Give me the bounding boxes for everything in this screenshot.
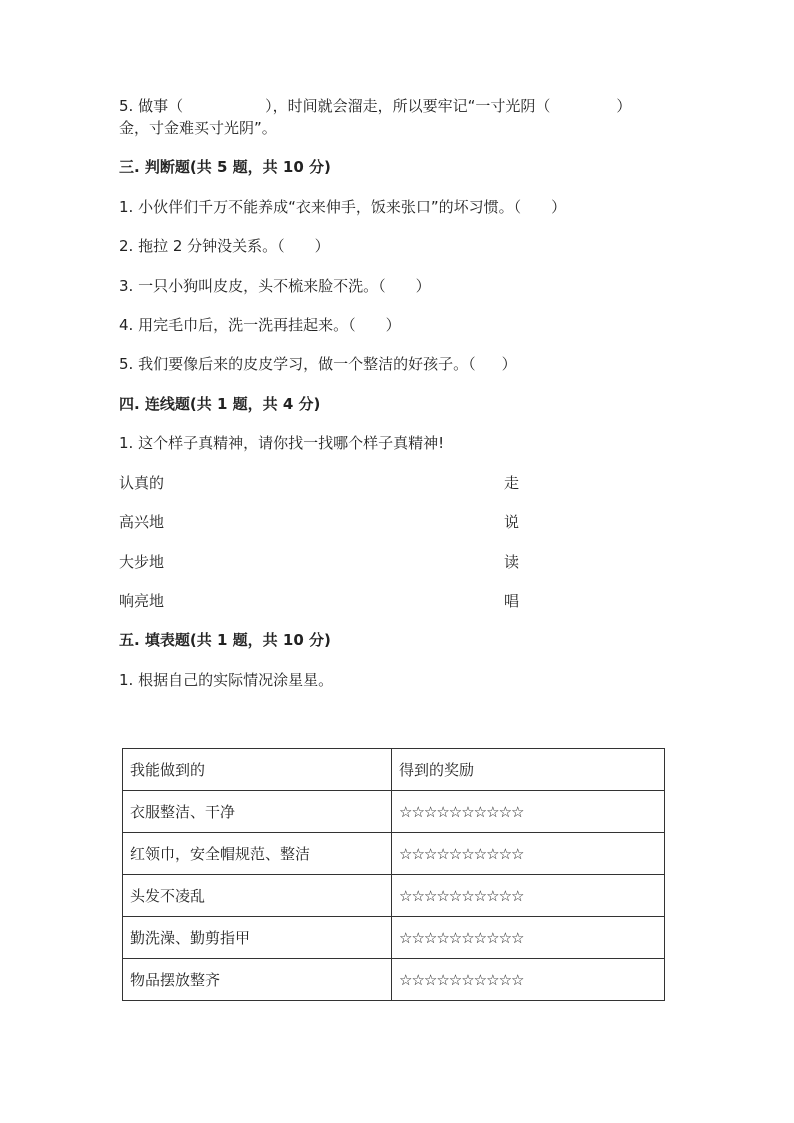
judge-item-4-text: 4. 用完毛巾后，洗一洗再挂起来。（ xyxy=(119,316,356,334)
section-4-title: 四. 连线题(共 1 题，共 4 分) xyxy=(119,395,321,413)
table-question: 1. 根据自己的实际情况涂星星。 xyxy=(119,671,334,689)
judge-item-5-text: 5. 我们要像后来的皮皮学习，做一个整洁的好孩子。（ xyxy=(119,355,476,373)
table-cell-task: 头发不凌乱 xyxy=(123,875,392,917)
table-row xyxy=(123,791,665,833)
table-cell-task: 勤洗澡、勤剪指甲 xyxy=(123,917,392,959)
match-question: 1. 这个样子真精神，请你找一找哪个样子真精神! xyxy=(119,434,445,452)
section-3-title: 三. 判断题(共 5 题，共 10 分) xyxy=(119,158,331,176)
table-header-cell: 我能做到的 xyxy=(123,749,392,791)
match-right-4: 唱 xyxy=(504,592,520,610)
star-table xyxy=(122,748,665,1001)
table-row xyxy=(123,875,665,917)
table-cell-stars[interactable]: ☆☆☆☆☆☆☆☆☆☆ xyxy=(392,917,665,959)
judge-item-4-close: ） xyxy=(385,316,401,334)
match-left-4: 响亮地 xyxy=(119,592,165,610)
fill-question-5 xyxy=(119,95,631,117)
table-cell-stars[interactable]: ☆☆☆☆☆☆☆☆☆☆ xyxy=(392,833,665,875)
judge-item-3-text: 3. 一只小狗叫皮皮，头不梳来脸不洗。（ xyxy=(119,277,386,295)
judge-item-5-close: ） xyxy=(501,355,517,373)
match-left-3: 大步地 xyxy=(119,553,165,571)
judge-item-2 xyxy=(119,235,330,257)
table-cell-task: 衣服整洁、干净 xyxy=(123,791,392,833)
table-cell-stars[interactable]: ☆☆☆☆☆☆☆☆☆☆ xyxy=(392,875,665,917)
section-5-title: 五. 填表题(共 1 题，共 10 分) xyxy=(119,631,331,649)
table-cell-task: 红领巾，安全帽规范、整洁 xyxy=(123,833,392,875)
table-cell-stars[interactable]: ☆☆☆☆☆☆☆☆☆☆ xyxy=(392,959,665,1001)
fill-question-5-part1: 5. 做事（ xyxy=(119,97,184,115)
match-right-2: 说 xyxy=(504,513,520,531)
judge-item-3 xyxy=(119,275,431,297)
fill-question-5-part2: ），时间就会溜走，所以要牢记“一寸光阴（ xyxy=(265,97,551,115)
judge-item-1 xyxy=(119,196,566,218)
table-row xyxy=(123,833,665,875)
fill-question-5-line2: 金，寸金难买寸光阴”。 xyxy=(119,119,277,137)
match-left-1: 认真的 xyxy=(119,474,165,492)
judge-item-3-close: ） xyxy=(415,277,431,295)
match-right-3: 读 xyxy=(504,553,520,571)
table-header-cell: 得到的奖励 xyxy=(392,749,665,791)
table-cell-task: 物品摆放整齐 xyxy=(123,959,392,1001)
judge-item-5 xyxy=(119,353,517,375)
judge-item-1-close: ） xyxy=(551,198,567,216)
judge-item-4 xyxy=(119,314,401,336)
fill-question-5-part3: ） xyxy=(616,97,632,115)
table-header-row xyxy=(123,749,665,791)
table-row xyxy=(123,917,665,959)
match-left-2: 高兴地 xyxy=(119,513,165,531)
judge-item-2-close: ） xyxy=(314,237,330,255)
judge-item-1-text: 1. 小伙伴们千万不能养成“衣来伸手，饭来张口”的坏习惯。（ xyxy=(119,198,522,216)
table-cell-stars[interactable]: ☆☆☆☆☆☆☆☆☆☆ xyxy=(392,791,665,833)
judge-item-2-text: 2. 拖拉 2 分钟没关系。（ xyxy=(119,237,285,255)
match-right-1: 走 xyxy=(504,474,520,492)
table-row xyxy=(123,959,665,1001)
